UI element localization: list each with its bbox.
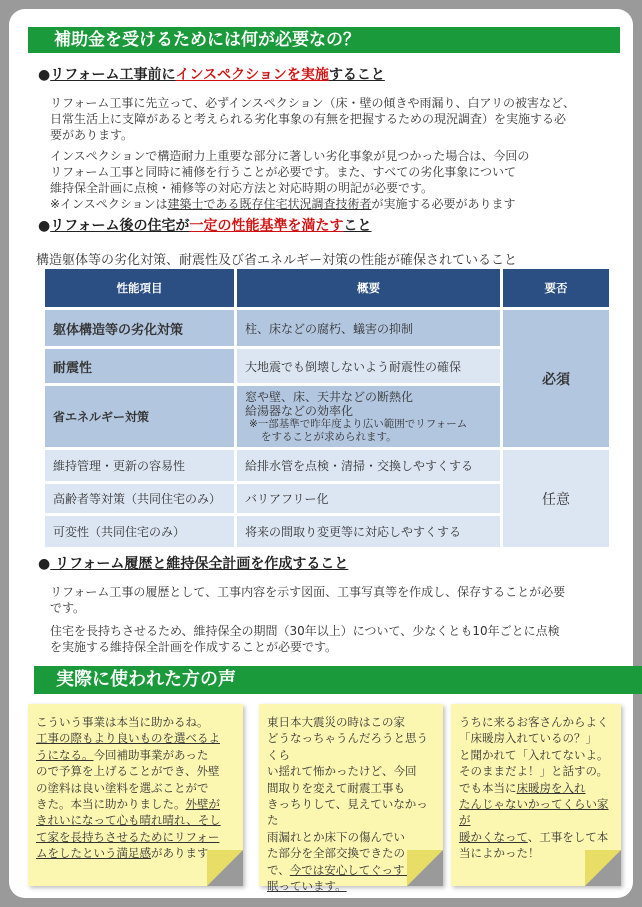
page-curl-icon	[407, 850, 443, 886]
testimonial-line: そのままだよ！」と話すの。	[459, 764, 609, 779]
table-row-item: 耐震性	[45, 349, 234, 383]
testimonial-line: の塗料は良い塗料を選ぶことがで	[36, 780, 209, 795]
testimonial-line: 当によかった！	[459, 846, 540, 861]
testimonial-line: 雨漏れとか床下の傷んでい	[267, 829, 405, 844]
section-banner-requirements	[28, 27, 620, 53]
table-header-required: 要否	[503, 269, 609, 307]
inspection-repair-description: インスペクションで構造耐力上重要な部分に著しい劣化事象が見つかった場合は、今回の リフォーム工事と同時に補修を行うことが必要です。また、すべての劣化事象について 維持保全計画に点検・補修等の対応方法と対応時期の明記が必要です。 ※インスペクションは建築士である既存住宅状況調査技術者が実施する必要があります	[50, 149, 530, 211]
table-row-item: 高齢者等対策（共同住宅のみ）	[45, 484, 234, 513]
testimonial-line: て家を長持ちさせるためにリフォー	[36, 829, 220, 844]
section-title: 実際に使われた方の声	[56, 669, 236, 690]
page-curl-icon	[207, 850, 243, 886]
bullet-icon: ●	[38, 556, 51, 572]
testimonial-text	[36, 714, 235, 862]
table-header-item: 性能項目	[45, 269, 234, 307]
testimonial-line: ムをしたという満足感があります。	[36, 846, 220, 861]
bullet-icon: ●	[38, 218, 51, 234]
testimonial-line: 間取りを変えて耐震工事も	[267, 780, 405, 795]
testimonial-line: うちに来るお客さんからよく	[459, 715, 609, 729]
bullet-icon: ●	[38, 67, 51, 83]
requirement-heading-performance: ●リフォーム後の住宅が一定の性能基準を満たすこと	[38, 218, 372, 234]
testimonial-line: うになる。今回補助事業があった	[36, 747, 209, 762]
testimonial-text	[459, 714, 613, 862]
maintenance-description: 住宅を長持ちさせるため、維持保全の期間（30年以上）について、少なくとも10年ごとに点検 を実施する維持保全計画を作成することが必要です。	[50, 624, 560, 654]
table-row-desc: 大地震でも倒壊しないよう耐震性の確保	[237, 349, 500, 383]
testimonial-note	[259, 704, 443, 894]
testimonial-line: 「床暖房入れているの？」	[459, 731, 597, 746]
table-row-item: 省エネルギー対策	[45, 386, 234, 447]
testimonial-note	[451, 704, 621, 886]
testimonial-line: 眠っています。	[267, 879, 347, 894]
testimonial-line: ので予算を上げることができ、外壁	[36, 764, 220, 779]
required-cell: 必須	[503, 310, 609, 447]
testimonial-line: 暖かくなって、工事をして本	[459, 829, 609, 844]
testimonial-line: た部分を全部交換できたの	[267, 846, 405, 861]
table-header-summary: 概要	[237, 269, 500, 307]
testimonial-line: たんじゃないかってくらい家が	[459, 797, 609, 828]
testimonial-line: と聞かれて「入れてないよ。	[459, 747, 609, 762]
testimonial-line: きれいになって心も晴れ晴れ、そし	[36, 813, 221, 828]
testimonial-line: い揺れて怖かったけど、今回	[267, 764, 417, 779]
table-row-item: 可変性（共同住宅のみ）	[45, 516, 234, 547]
testimonial-line: 東日本大震災の時はこの家	[267, 715, 405, 729]
table-row-item: 躯体構造等の劣化対策	[45, 310, 234, 346]
testimonial-line: で、今では安心してぐっすり	[267, 862, 417, 877]
testimonial-line: 工事の際もより良いものを選べるよ	[36, 731, 220, 746]
testimonial-note	[28, 704, 243, 886]
testimonial-line: きっちりして、見えていなかった	[267, 797, 428, 828]
performance-lead-text: 構造躯体等の劣化対策、耐震性及び省エネルギー対策の性能が確保されていること	[36, 253, 518, 268]
section-banner-voices	[34, 666, 642, 694]
page-curl-icon	[585, 850, 621, 886]
testimonial-line: どうなっちゃうんだろうと思うくら	[267, 731, 428, 762]
testimonial-line: でも本当に床暖房を入れ	[459, 780, 586, 795]
history-description: リフォーム工事の履歴として、工事内容を示す図面、工事写真等を作成し、保存することが必要 です。	[50, 585, 566, 615]
section-title: 補助金を受けるためには何が必要なの？	[54, 30, 360, 50]
table-row-desc: 将来の間取り変更等に対応しやすくする	[237, 516, 500, 547]
inspection-description: リフォーム工事に先立って、必ずインスペクション（床・壁の傾きや雨漏り、白アリの被害など、 日常生活上に支障があると考えられる劣化事象の有無を把握するための現況調査）を実施する必 要があります。	[50, 96, 576, 142]
table-row-item: 維持管理・更新の容易性	[45, 450, 234, 481]
requirement-heading-inspection: ●リフォーム工事前にインスペクションを実施すること	[38, 67, 385, 83]
requirement-heading-history: ● リフォーム履歴と維持保全計画を作成すること	[38, 556, 349, 572]
optional-cell: 任意	[503, 450, 609, 547]
table-row-desc: バリアフリー化	[237, 484, 500, 513]
testimonial-line: きた。本当に助かりました。外壁が	[36, 797, 220, 812]
table-row-desc: 給排水管を点検・清掃・交換しやすくする	[237, 450, 500, 481]
table-row-desc: 柱、床などの腐朽、蟻害の抑制	[237, 310, 500, 346]
table-row-desc: 窓や壁、床、天井などの断熱化 給湯器などの効率化 ※一部基準で昨年度より広い範囲でリフォーム をすることが求められます。	[237, 386, 500, 447]
testimonial-line: こういう事業は本当に助かるね。	[36, 715, 209, 729]
